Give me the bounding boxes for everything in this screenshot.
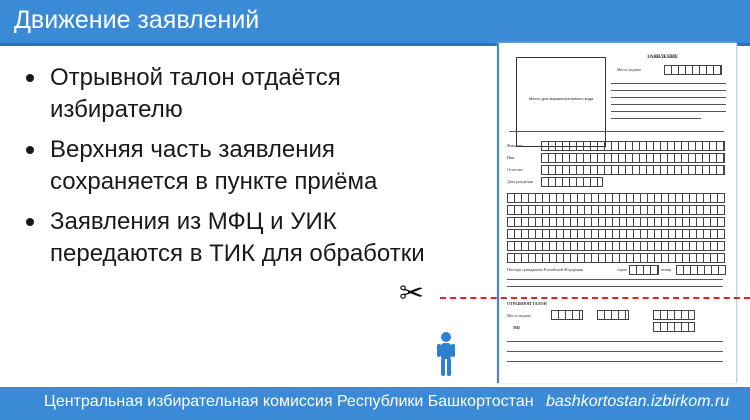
machine-code-caption: Место для машиночитаемого кода <box>528 96 594 101</box>
form-text-line <box>507 341 723 342</box>
form-text-line <box>611 97 726 98</box>
bullet-dot <box>26 146 34 154</box>
form-cells <box>507 241 725 251</box>
bullet-text: Заявления из МФЦ и УИК передаются в ТИК для обработки <box>50 208 425 267</box>
header-bar <box>0 0 750 43</box>
form-cells <box>551 310 583 320</box>
scissors-icon: ✂ <box>399 277 425 310</box>
person-icon <box>437 331 455 377</box>
form-cells <box>653 322 695 332</box>
form-text-line <box>611 111 726 112</box>
form-text-line <box>611 118 701 119</box>
form-tear-off-label: ОТРЫВНОЙ ТАЛОН <box>507 301 547 306</box>
form-label-surname: Фамилия <box>507 143 523 148</box>
form-title: ЗАЯВЛЕНИЕ <box>647 55 679 60</box>
bullet-dot <box>26 74 34 82</box>
bullet-text: Отрывной талон отдаётся избирателю <box>50 64 341 123</box>
form-text-line <box>611 83 726 84</box>
form-label-passport: Паспорт гражданина Российской Федерации <box>507 267 584 272</box>
form-cells <box>507 193 725 203</box>
page-title: Движение заявлений <box>14 6 260 34</box>
form-cells <box>541 165 725 175</box>
form-label-number: номер <box>661 267 672 272</box>
form-cells <box>507 217 725 227</box>
bullet-item <box>22 134 462 198</box>
form-cells <box>629 265 659 275</box>
form-text-line <box>507 286 723 287</box>
form-text-line <box>611 104 726 105</box>
bullet-list <box>22 62 462 278</box>
form-cells <box>664 65 722 75</box>
bullet-item <box>22 206 462 270</box>
form-text-line <box>507 351 723 352</box>
cut-line <box>440 297 750 299</box>
footer-organization: Центральная избирательная комиссия Республики Башкортостан <box>44 393 534 410</box>
form-text-line <box>507 279 723 280</box>
form-cells <box>507 229 725 239</box>
form-label-mp: МП <box>513 325 520 330</box>
form-place-label: Место подачи <box>617 67 641 72</box>
form-text-line <box>507 361 723 362</box>
form-label-birth-date: Дата рождения <box>507 179 533 184</box>
form-text-line <box>509 131 724 132</box>
bullet-item <box>22 62 462 126</box>
form-cells <box>541 177 603 187</box>
form-cells <box>653 310 695 320</box>
bullet-dot <box>26 218 34 226</box>
application-form-image <box>497 43 737 383</box>
form-label-series: серия <box>617 267 627 272</box>
form-label-patronymic: Отчество <box>507 167 523 172</box>
form-label-place: Место подачи <box>507 313 531 318</box>
form-cells <box>507 205 725 215</box>
machine-code-box <box>516 57 606 147</box>
form-cells <box>507 253 725 263</box>
form-cells <box>676 265 726 275</box>
form-text-line <box>611 90 726 91</box>
form-cells <box>597 310 629 320</box>
form-cells <box>541 153 725 163</box>
form-cells <box>541 141 725 151</box>
form-label-name: Имя <box>507 155 515 160</box>
bullet-text: Верхняя часть заявления сохраняется в пункте приёма <box>50 136 378 195</box>
footer-bar <box>0 387 750 420</box>
footer-website: bashkortostan.izbirkom.ru <box>546 393 730 410</box>
